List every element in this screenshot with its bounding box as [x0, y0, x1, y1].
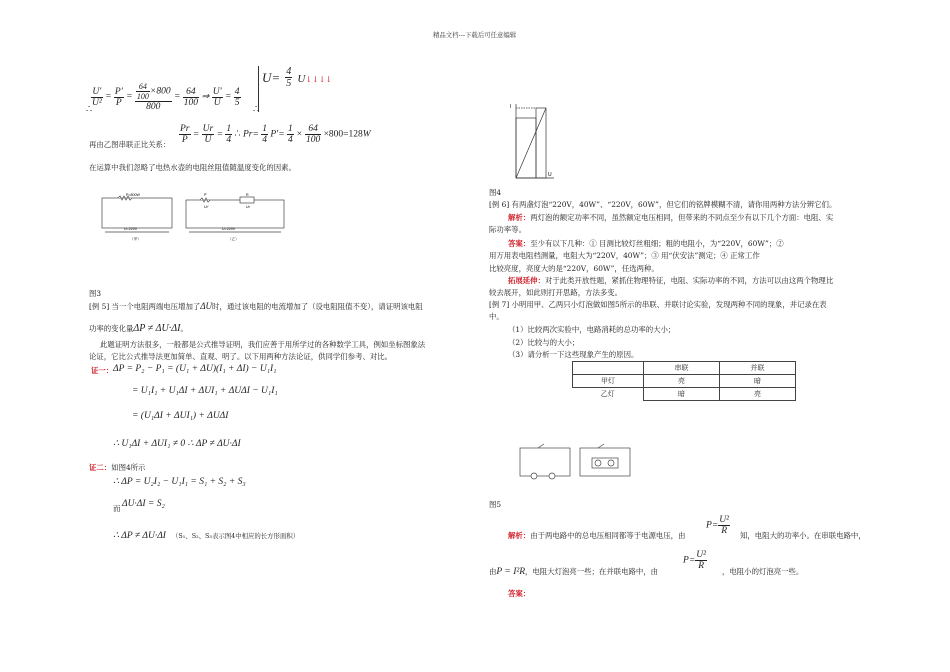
proof-1-line-1: ΔP = P₂ − P₁ = (U₁ + ΔU)(I₁ + ΔI) − U₁I₁	[113, 364, 277, 374]
comparison-table	[572, 361, 796, 401]
table-cell: 乙灯	[600, 390, 615, 399]
equation-b: $\frac{Pr}{P}$ = $\frac{Ur}{U}$ = $\frac{1}{4}$ ∴ Pr= $\frac{1}{4}$ P'= $\frac{1}{4}$ × $\frac{64}{100}$ ×800=128W	[180, 124, 371, 145]
parallel-circuit-frame	[580, 448, 630, 476]
proof-2-header: 证二：如图4所示	[89, 463, 146, 472]
table-cell: 亮	[644, 375, 720, 388]
fig4-line	[516, 108, 546, 178]
figure-3-caption: 图3	[89, 289, 102, 298]
example-6-extension-2: 较去展开，如此则打开思路，方法多变。	[489, 288, 623, 297]
circuit-diagram	[100, 192, 290, 244]
figure-4-caption: 图4	[489, 188, 502, 197]
therefore-symbol-2: ∴	[253, 105, 260, 115]
circuit-right-top1: P'	[204, 193, 208, 197]
equation-top: $\frac{U'}{\text{U²}}$ = $\frac{P'}{P}$ = $\frac{64}{100}$ ×800 800 = $\frac{64}{100}$ ⇒ $\frac{U'}{U}$ = $\frac{4}{5}$	[92, 82, 240, 112]
fig4-label-i: I	[510, 104, 512, 110]
figure-5-caption: 图5	[489, 500, 502, 509]
proof-1-line-4: ∴ U₁ΔI + ΔUI₁ ≠ 0 ∴ ΔP ≠ ΔU·ΔI	[113, 439, 241, 449]
page-header: 精品文档---下载后可任意编辑	[433, 31, 517, 39]
fig4-rect-s3	[536, 108, 546, 178]
question-2: （2）比较与的大小；	[508, 338, 580, 347]
paragraph-methods-2: 论证，它比公式推导法更加简单、直观、明了。以下用两种方法论证，供同学们参考、对比。	[89, 352, 393, 361]
analysis-formula-1: P= $\frac{\text{U²}}{R}$	[706, 515, 729, 536]
circuit-right-mid2: Ur	[246, 205, 250, 209]
proof-2-line-3: ∴ ΔP ≠ ΔU·ΔI （S₁、S₂、S₃表示图4中相应的长方形面积）	[113, 531, 300, 541]
circuit-right-caption: （乙）	[228, 237, 239, 241]
paragraph-temperature: 在运算中我们忽略了电热水壶的电阻丝阻值随温度变化的因素。	[89, 163, 296, 172]
line-resistor	[200, 198, 210, 202]
proof-2-line-2-prefix: 而	[113, 504, 121, 513]
example-6-answer-2: 用万用表电阻档测量，电阻大为“220V，40W”；③ 用“伏安法”测定；④ 正常工作	[489, 251, 760, 260]
series-circuit-frame	[520, 448, 570, 476]
fig4-label-u: U	[548, 172, 552, 178]
series-lamp-a	[531, 473, 537, 479]
analysis-formula-2: P= $\frac{\text{U²}}{R}$	[683, 550, 706, 571]
series-switch	[538, 444, 544, 448]
circuit-right-top2: R	[246, 193, 249, 197]
example-7-line2: 中。	[489, 312, 504, 321]
circuit-left-caption: （甲）	[130, 237, 141, 241]
example-6-answer-3: 比较亮度，亮度大的是“220V，60W”，任选两种。	[489, 264, 659, 273]
question-3: （3）请分析一下这些现象产生的原因。	[508, 350, 639, 359]
kettle-resistor	[240, 197, 254, 203]
table-cell: 亮	[720, 388, 796, 401]
table-cell: 暗	[644, 388, 720, 401]
circuit-right-frame	[186, 200, 284, 228]
question-1: （1）比较两次实验中，电路消耗的总功率的大小；	[508, 325, 676, 334]
example-5-line2: 功率的变化量ΔP ≠ ΔU·ΔI。	[89, 323, 188, 334]
example-6-extension-1: 拓展延伸：对于此类开放性题，紧抓住物理特征，电阻、实际功率的不同，方法可以由这两个物理比	[508, 276, 834, 285]
example-5-line1: [例 5] 当一个电阻两端电压增加了ΔU时，通过该电阻的电流增加了（设电阻阻值不变），请证明该电阻	[89, 301, 423, 311]
table-cell: 甲灯	[573, 375, 644, 388]
example-6-analysis-2: 际功率等。	[489, 225, 526, 234]
analysis-line-2: 由P = I²R，电阻大灯泡亮一些；在并联电路中，由	[489, 567, 659, 577]
example-6-line1: [例 6] 有两盏灯泡“220V，40W”、“220V，60W”，但它们的铭牌模糊不清，请你用两种方法分辨它们。	[489, 200, 837, 209]
parallel-lamp-a	[595, 460, 601, 466]
fig4-rect-s1	[516, 118, 536, 178]
analysis-line-2-tail: ，电阻小的灯泡亮一些。	[722, 567, 804, 576]
example-6-answer-1: 答案：至少有以下几种：① 目测比较灯丝粗细；粗的电阻小，为“220V，60W”；②	[508, 239, 784, 248]
line-b-prefix: 再由乙图串联正比关系：	[89, 140, 171, 149]
table-row	[573, 375, 796, 388]
proof-1-line-2: = U₁I₁ + U₁ΔI + ΔUI₁ + ΔUΔI − U₁I₁	[132, 386, 278, 396]
proof-1-line-3: = (U₁ΔI + ΔUI₁) + ΔUΔI	[132, 411, 229, 421]
paragraph-methods-1: 此题证明方法很多，一般都是公式推导证明，我们应善于用所学过的各种数学工具，例如坐标图象法	[100, 340, 426, 349]
parallel-lamp-b	[608, 460, 614, 466]
table-header-cell: 串联	[644, 362, 720, 375]
therefore-symbol: ∴	[86, 105, 93, 115]
circuit-right-bottom: U=220V	[222, 227, 236, 231]
circuit-left-bottom: U=220V	[124, 227, 138, 231]
circuit-left-label: P=800W	[126, 193, 140, 197]
figure-5-circuits	[518, 440, 638, 480]
proof-1-label: 证一：	[91, 366, 114, 375]
analysis-line-1: 解析：由于两电路中的总电压相同都等于电源电压，由	[508, 531, 686, 540]
parallel-switch	[598, 444, 604, 448]
analysis-line-1-tail: 知，电阻大的功率小。在串联电路中，	[740, 531, 866, 540]
table-header-cell	[573, 362, 644, 375]
circuit-left-frame	[102, 198, 172, 228]
answer-label: 答案：	[508, 589, 531, 598]
proof-2-line-1: ∴ ΔP = U₂I₂ − U₁I₁ = S₁ + S₂ + S₃	[113, 477, 246, 487]
proof-2-line-2: ΔU·ΔI = S₂	[122, 499, 165, 509]
circuit-right-mid1: Ur'	[204, 205, 209, 209]
series-lamp-b	[549, 473, 555, 479]
table-row	[573, 388, 796, 401]
table-cell: 暗	[720, 375, 796, 388]
table-header-cell: 并联	[720, 362, 796, 375]
side-expression: U= $\frac{4}{5}$ U↓↓↓↓	[258, 66, 332, 112]
figure-4-graph	[508, 100, 556, 180]
example-7-line1: [例 7] 小明用甲、乙两只小灯泡做如图5所示的串联、并联讨论实验，发现两种不同的现象，并记录在表	[489, 300, 827, 309]
table-header-row	[573, 362, 796, 375]
example-6-analysis-1: 解析：两灯泡的额定功率不同，虽然额定电压相同，但带来的不同点至少有以下几个方面：电阻、实	[508, 213, 834, 222]
